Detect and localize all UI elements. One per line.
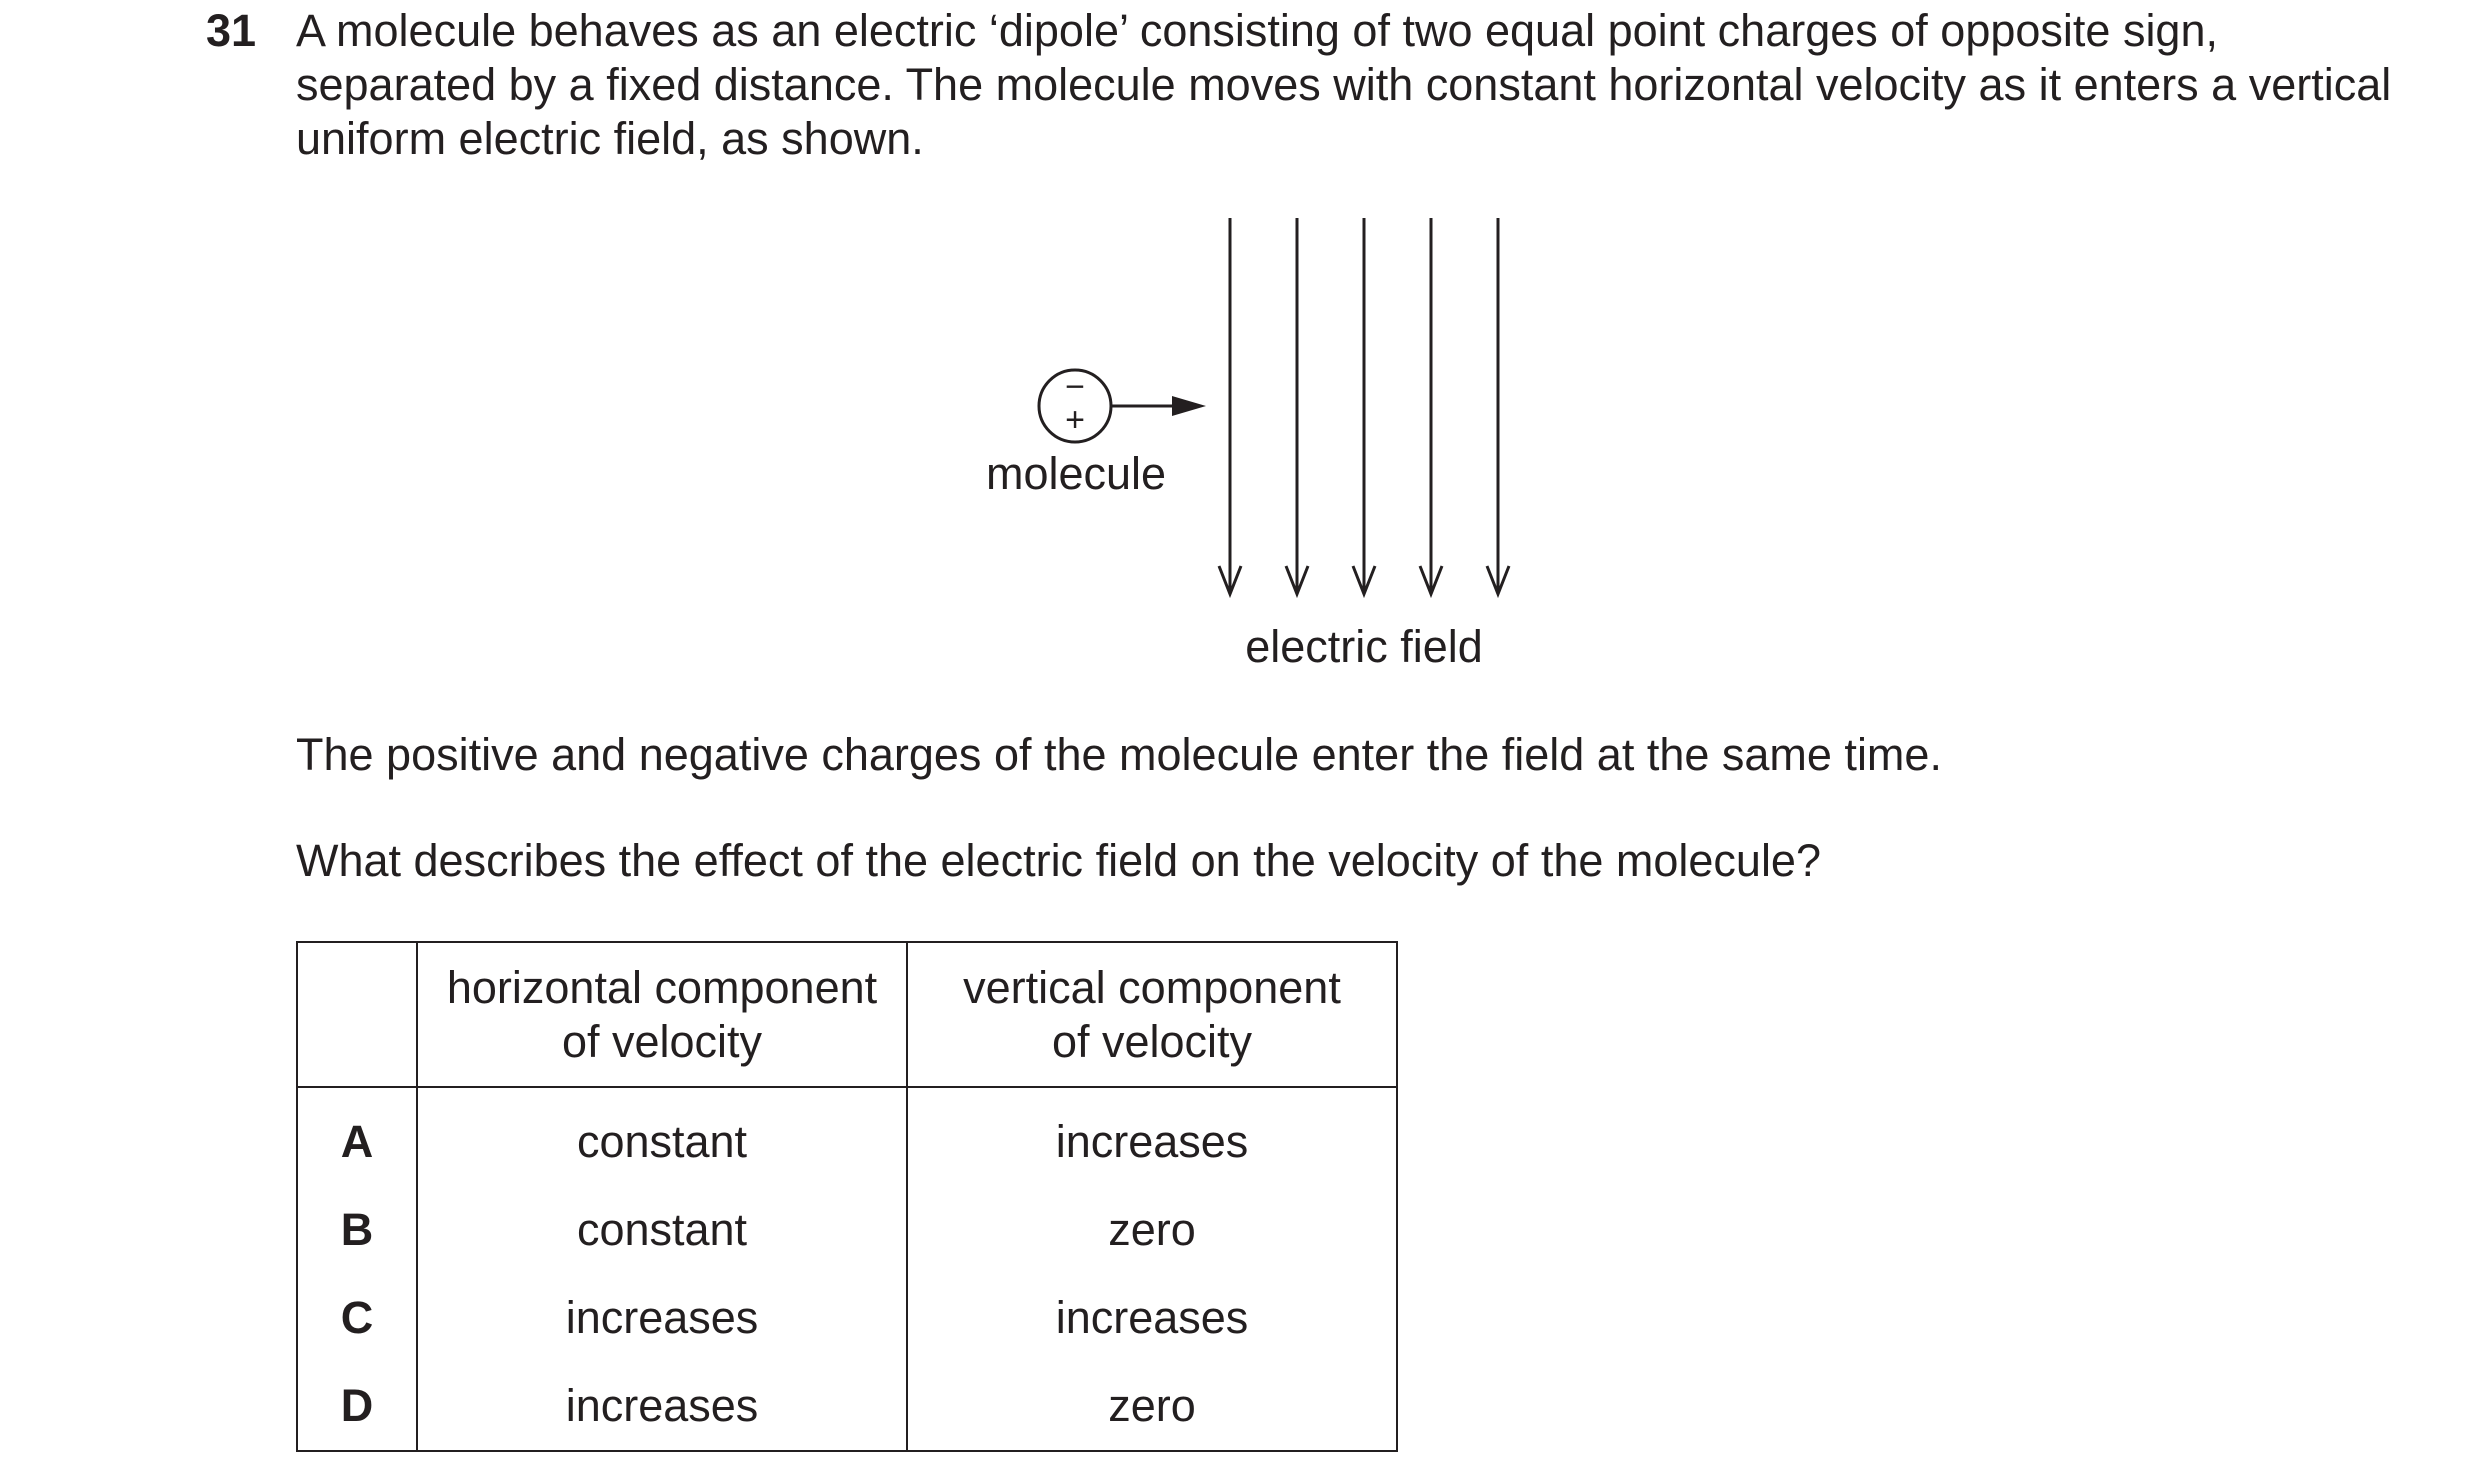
question-intro: A molecule behaves as an electric ‘dipole’ consisting of two equal point charges of opposite sign, separated by a fixed distance. The molecule moves with constant horizontal velocity as it enters a vertical uniform electric field, as shown. [296, 5, 2392, 164]
option-letter: D [297, 1362, 417, 1451]
header-horizontal-text: horizontal component of velocity [446, 961, 878, 1067]
velocity-arrow-head [1172, 396, 1206, 416]
horizontal-cell: increases [417, 1274, 907, 1362]
option-row-a[interactable] [297, 1087, 1397, 1186]
option-letter: B [297, 1186, 417, 1274]
question-statement: The positive and negative charges of the molecule enter the field at the same time. [296, 729, 1942, 780]
header-vertical-text: vertical component of velocity [963, 961, 1341, 1067]
header-vertical-component [907, 942, 1397, 1087]
horizontal-cell: constant [417, 1087, 907, 1186]
header-blank-cell [297, 942, 417, 1087]
electric-field-lines [1219, 218, 1509, 594]
option-row-b[interactable] [297, 1186, 1397, 1274]
field-line-1 [1219, 218, 1241, 594]
table-header-row [297, 942, 1397, 1087]
dipole-field-diagram [0, 0, 2480, 720]
electric-field-label: electric field [1245, 621, 1483, 672]
vertical-cell: increases [1055, 1116, 1249, 1167]
field-line-4 [1420, 218, 1442, 594]
molecule-label: molecule [985, 448, 1167, 499]
answer-options-table [296, 941, 1398, 1452]
negative-charge-sign: − [1065, 368, 1085, 406]
vertical-cell: increases [1055, 1292, 1249, 1343]
option-letter: C [297, 1274, 417, 1362]
vertical-cell: zero [1108, 1204, 1196, 1255]
horizontal-cell: increases [417, 1362, 907, 1451]
field-line-5 [1487, 218, 1509, 594]
field-line-3 [1353, 218, 1375, 594]
vertical-cell: zero [1108, 1380, 1196, 1431]
positive-charge-sign: + [1065, 401, 1085, 439]
question-number: 31 [206, 5, 257, 56]
option-letter: A [297, 1087, 417, 1186]
option-row-d[interactable] [297, 1362, 1397, 1451]
horizontal-cell: constant [417, 1186, 907, 1274]
question-prompt: What describes the effect of the electric field on the velocity of the molecule? [296, 835, 1821, 886]
option-row-c[interactable] [297, 1274, 1397, 1362]
header-horizontal-component [417, 942, 907, 1087]
field-line-2 [1286, 218, 1308, 594]
